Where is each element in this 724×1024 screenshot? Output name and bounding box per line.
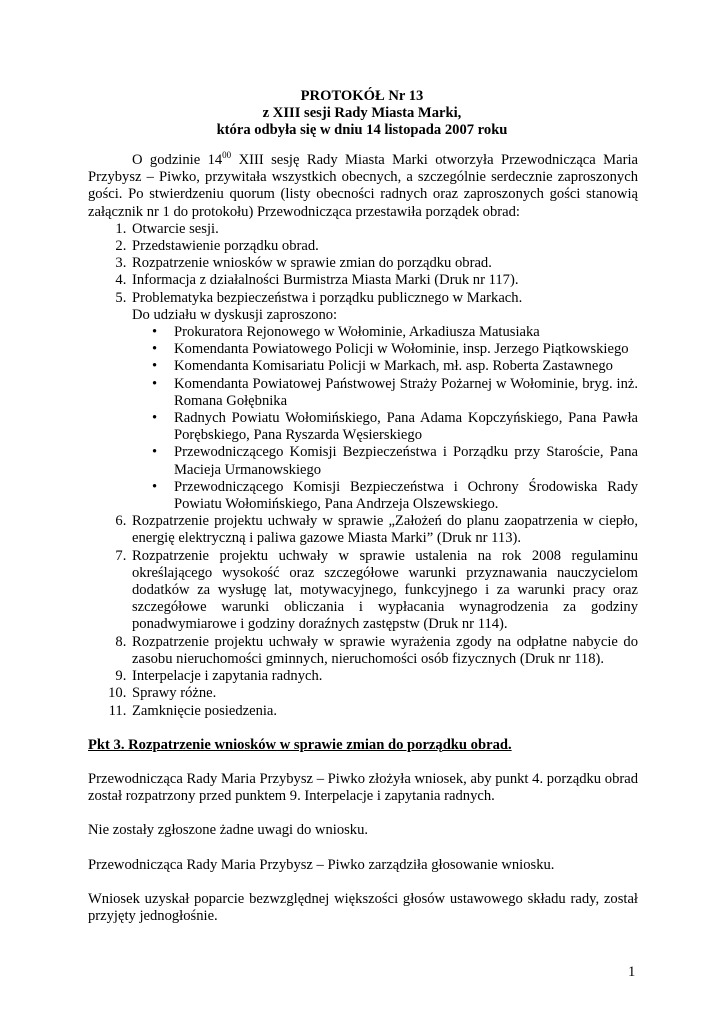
intro-rest: XIII sesję Rady Miasta Marki otworzyła Przewodnicząca Maria Przybysz – Piwko, przywitała wszystkich obecnych, a szczególnie serdecznie zaproszonych gości. Po stwierdzeniu quorum (listy obecności radnych oraz zaproszonych gości stanowią załącznik nr 1 do protokołu) Przewodnicząca przestawiła porządek obrad: [88,152,638,220]
agenda-item: 1. Otwarcie sesji. [130,221,638,238]
agenda-item: 9. Interpelacje i zapytania radnych. [130,668,638,685]
page-number: 1 [628,964,636,980]
agenda-item: 7. Rozpatrzenie projektu uchwały w sprawie ustalenia na rok 2008 regulaminu określającego wysokość oraz szczegółowe warunki przyznawania nauczycielom dodatków za wysługę lat, motywacyjnego, funkcyjnego i za warunki pracy oraz szczegółowe warunki obliczania i wypłacania wynagrodzenia za godziny ponadwymiarowe i godziny doraźnych zastępstw (Druk nr 114). [130,548,638,634]
document-body [88,152,638,925]
guest-item: • Przewodniczącego Komisji Bezpieczeństwa i Ochrony Środowiska Rady Powiatu Wołomińskiego, Pana Andrzeja Olszewskiego. [174,479,638,513]
section-paragraph: Wniosek uzyskał poparcie bezwzględnej większości głosów ustawowego składu rady, został przyjęty jednogłośnie. [88,890,638,924]
guest-item: • Prokuratora Rejonowego w Wołominie, Arkadiusza Matusiaka [174,324,638,341]
agenda-item: 11. Zamknięcie posiedzenia. [130,703,638,720]
guest-item: • Przewodniczącego Komisji Bezpieczeństwa i Porządku przy Staroście, Pana Macieja Urmanowskiego [174,444,638,478]
discussion-intro: Do udziału w dyskusji zaproszono: [132,306,338,323]
intro-start: O godzinie 14 [132,152,223,168]
agenda-list [88,221,638,720]
guest-item: • Radnych Powiatu Wołomińskiego, Pana Adama Kopczyńskiego, Pana Pawła Porębskiego, Pana Ryszarda Węsierskiego [174,410,638,444]
section-paragraph: Przewodnicząca Rady Maria Przybysz – Piwko złożyła wniosek, aby punkt 4. porządku obrad został rozpatrzony przed punktem 9. Interpelacje i zapytania radnych. [88,770,638,805]
agenda-item: 8. Rozpatrzenie projektu uchwały w sprawie wyrażenia zgody na odpłatne nabycie do zasobu nieruchomości gminnych, nieruchomości osób fizycznych (Druk nr 118). [130,634,638,668]
agenda-item: 4. Informacja z działalności Burmistrza Miasta Marki (Druk nr 117). [130,272,638,289]
agenda-item-5 [130,290,638,514]
agenda-item: 10. Sprawy różne. [130,685,638,702]
intro-superscript: 00 [222,150,232,160]
title-line-1: PROTOKÓŁ Nr 13 [300,88,424,104]
guest-item: • Komendanta Komisariatu Policji w Markach, mł. asp. Roberta Zastawnego [174,358,638,375]
intro-paragraph [88,152,638,221]
guest-item: • Komendanta Powiatowego Policji w Wołominie, insp. Jerzego Piątkowskiego [174,341,638,358]
guest-item: • Komendanta Powiatowej Państwowej Straży Pożarnej w Wołominie, bryg. inż. Romana Gołębnika [174,376,638,410]
title-line-3: która odbyła się w dniu 14 listopada 2007 roku [216,122,508,139]
agenda-item-text: Problematyka bezpieczeństwa i porządku publicznego w Markach. [132,289,523,306]
section-paragraph: Przewodnicząca Rady Maria Przybysz – Piwko zarządziła głosowanie wniosku. [88,856,555,873]
agenda-item: 3. Rozpatrzenie wniosków w sprawie zmian do porządku obrad. [130,255,638,272]
title-line-2: z XIII sesji Rady Miasta Marki, [262,105,462,122]
section-heading: Pkt 3. Rozpatrzenie wniosków w sprawie zmian do porządku obrad. [88,736,512,753]
document-title [0,88,724,140]
guest-list [132,324,638,513]
agenda-item: 2. Przedstawienie porządku obrad. [130,238,638,255]
section-paragraph: Nie zostały zgłoszone żadne uwagi do wniosku. [88,822,369,839]
agenda-item: 6. Rozpatrzenie projektu uchwały w sprawie „Założeń do planu zaopatrzenia w ciepło, energię elektryczną i paliwa gazowe Miasta Marki” (Druk nr 113). [130,513,638,547]
